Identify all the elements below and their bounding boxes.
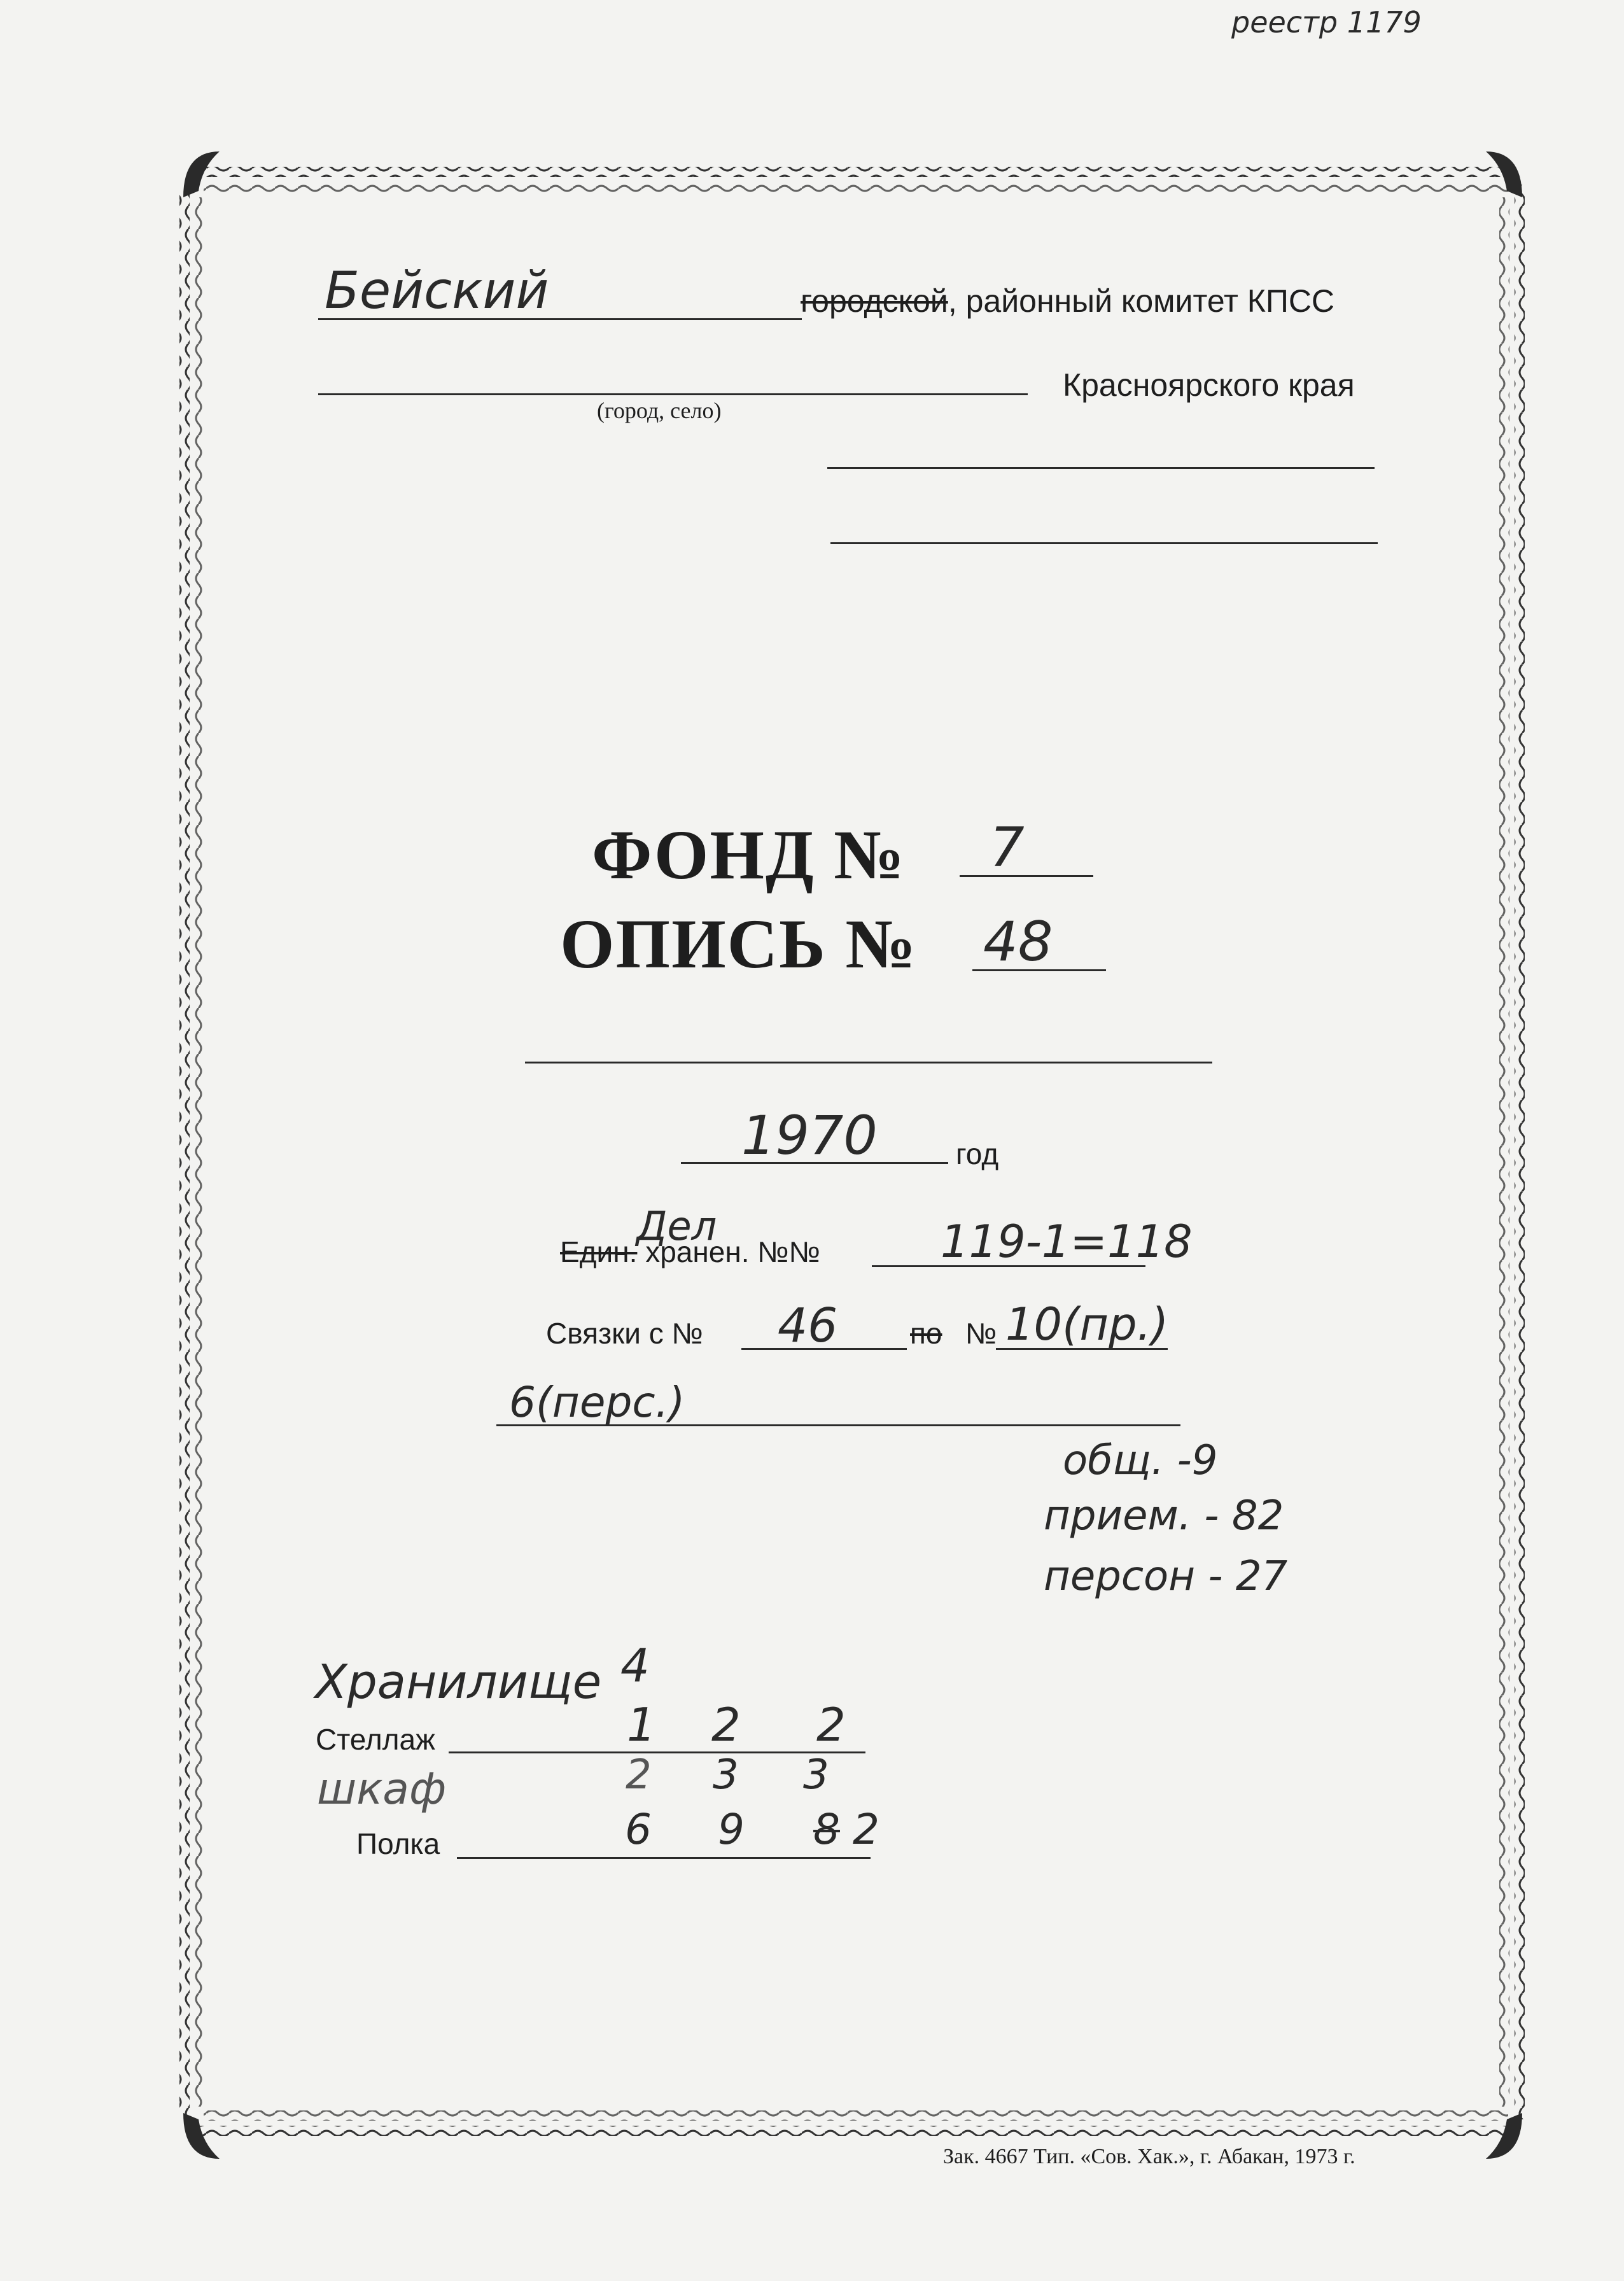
fond-underline [960,875,1093,877]
shelf-value-1: 6 [625,1805,652,1854]
bundles-from: 46 [778,1298,838,1353]
rack-value-2: 2 [711,1698,741,1751]
cabinet-value-3: 3 [803,1751,829,1799]
place-caption: (город, село) [597,398,722,423]
side-note-general: общ. -9 [1063,1437,1218,1484]
bundles-to: 10(пр.) [1005,1298,1169,1351]
place-line [318,393,1028,395]
rack-value-1: 1 [627,1698,656,1751]
rack-label: Стеллаж [316,1723,435,1756]
side-note-personnel: персон - 27 [1044,1553,1288,1600]
shelf-value-crossed: 8 [813,1805,840,1854]
storage-value: 4 [620,1639,650,1692]
bundles-extra: 6(перс.) [509,1378,685,1427]
fond-label: ФОНД № [592,816,906,894]
year-value: 1970 [741,1104,878,1167]
region-text: Красноярского края [1063,367,1355,403]
bundles-from-underline [741,1348,907,1350]
bundles-to-crossed: по [910,1317,942,1350]
opis-underline [972,969,1106,971]
units-handwritten: Дел [636,1203,717,1249]
bundles-label: Связки с № [546,1317,703,1350]
district-handwritten: Бейский [325,261,549,320]
side-note-accepted: прием. - 82 [1044,1492,1284,1540]
bundles-to-underline [996,1348,1168,1350]
cabinet-value-1: 2 [626,1751,652,1799]
cabinet-label: шкаф [317,1764,447,1814]
committee-line [801,283,1334,319]
committee-crossed-word: городской [801,283,948,319]
units-crossed-word: Един. [560,1235,638,1268]
bundles-extra-underline [496,1424,1180,1426]
bundles-to-label: № [965,1317,997,1350]
shelf-label: Полка [356,1827,440,1860]
fond-value: 7 [990,816,1025,880]
district-underline [318,318,802,320]
shelf-underline [457,1857,871,1859]
printer-imprint: Зак. 4667 Тип. «Сов. Хак.», г. Абакан, 1973 г. [943,2145,1355,2168]
shelf-value-2: 9 [718,1805,745,1854]
storage-label: Хранилище [315,1655,602,1709]
units-value: 119-1=118 [941,1216,1193,1268]
committee-text: , районный комитет КПСС [948,283,1335,319]
blank-line-2 [830,542,1378,544]
blank-line-1 [827,467,1375,469]
units-label [560,1235,820,1269]
registry-note: реестр 1179 [1231,5,1422,39]
cabinet-value-2: 3 [713,1751,739,1799]
units-underline [872,1265,1145,1267]
divider-line [525,1062,1212,1063]
opis-value: 48 [983,910,1053,974]
rack-value-3: 2 [816,1698,846,1751]
opis-label: ОПИСЬ № [560,905,917,983]
year-label: год [956,1137,999,1170]
shelf-value-3: 2 [853,1805,879,1854]
units-label-text: хранен. №№ [645,1235,820,1268]
year-underline [681,1162,948,1164]
